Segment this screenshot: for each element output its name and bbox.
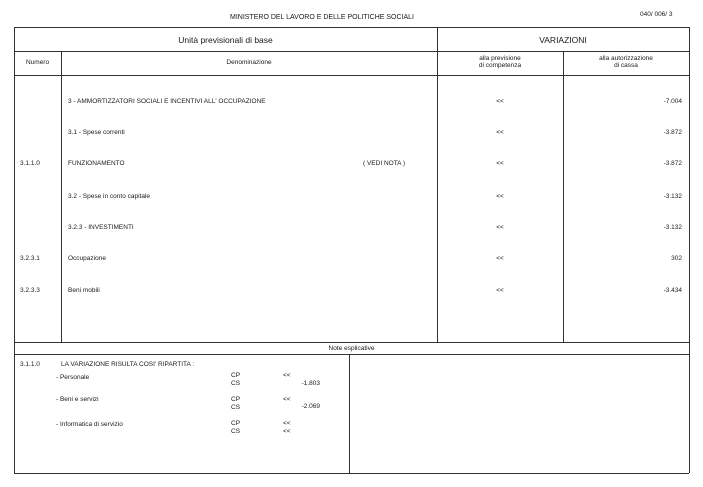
note-item-cp-value: << <box>283 372 291 379</box>
row-previsione: << <box>496 193 504 200</box>
note-item-cs-value: -2.069 <box>301 403 320 410</box>
header-divider <box>14 51 689 52</box>
notes-header-divider <box>14 354 689 355</box>
notes-heading: LA VARIAZIONE RISULTA COSI' RIPARTITA : <box>61 361 195 368</box>
note-item-label: - Personale <box>56 374 90 381</box>
autorizzazione-line-1: alla autorizzazione <box>599 55 653 62</box>
column-header-denominazione: Denominazione <box>226 59 272 66</box>
row-denominazione: Beni mobili <box>68 287 100 294</box>
row-cassa: -3.132 <box>663 193 682 200</box>
row-denominazione: FUNZIONAMENTO <box>68 160 125 167</box>
note-item-cs: CS <box>231 380 241 387</box>
column-header-previsione <box>437 55 563 69</box>
note-item-cp-value: << <box>283 396 291 403</box>
row-cassa: -7.004 <box>663 98 682 105</box>
ministry-title: MINISTERO DEL LAVORO E DELLE POLITICHE SOCIALI <box>230 14 414 21</box>
note-item-cs: CS <box>231 428 241 435</box>
row-previsione: << <box>496 129 504 136</box>
previsione-line-1: alla previsione <box>479 55 521 62</box>
notes-bottom-border <box>14 473 689 474</box>
row-denominazione: 3.1 - Spese correnti <box>68 129 125 136</box>
row-cassa: -3.434 <box>663 287 682 294</box>
numero-column-divider <box>61 51 62 342</box>
row-denominazione: 3.2 - Spese in conto capitale <box>68 193 151 200</box>
note-item-label: - Beni e servizi <box>56 396 99 403</box>
column-header-numero: Numero <box>25 59 50 66</box>
table-bottom-border <box>14 342 689 343</box>
note-item-label: - Informatica di servizio <box>56 421 123 428</box>
notes-column-divider <box>349 354 350 473</box>
section-unita-previsionali: Unità previsionali di base <box>178 35 273 45</box>
notes-title: Note esplicative <box>328 345 375 352</box>
note-item-cp: CP <box>231 372 241 379</box>
note-item-cp-value: << <box>283 420 291 427</box>
page-reference: 040/ 006/ 3 <box>640 11 673 18</box>
note-item-cs-value: -1.803 <box>301 380 320 387</box>
autorizzazione-line-2: di cassa <box>614 62 638 69</box>
note-item-cp: CP <box>231 420 241 427</box>
row-denominazione: Occupazione <box>68 255 106 262</box>
section-variazioni: VARIAZIONI <box>539 35 587 45</box>
row-numero: 3.2.3.3 <box>20 287 40 294</box>
row-note-reference: ( VEDI NOTA ) <box>363 160 406 167</box>
previsione-line-2: di competenza <box>478 62 522 69</box>
right-border <box>689 27 690 473</box>
row-cassa: 302 <box>671 255 682 262</box>
row-previsione: << <box>496 98 504 105</box>
row-previsione: << <box>496 287 504 294</box>
column-header-autorizzazione <box>563 55 689 69</box>
column-header-divider <box>14 75 689 76</box>
row-denominazione: 3 - AMMORTIZZATORI SOCIALI E INCENTIVI ALL' OCCUPAZIONE <box>68 98 266 105</box>
note-item-cp: CP <box>231 396 241 403</box>
left-border <box>14 27 15 473</box>
row-previsione: << <box>496 160 504 167</box>
row-numero: 3.1.1.0 <box>20 160 40 167</box>
note-item-cs-value: << <box>283 428 291 435</box>
notes-reference: 3.1.1.0 <box>20 361 40 368</box>
note-item-cs: CS <box>231 404 241 411</box>
row-cassa: -3.872 <box>663 129 682 136</box>
table-top-border <box>14 27 689 28</box>
row-previsione: << <box>496 224 504 231</box>
row-numero: 3.2.3.1 <box>20 255 40 262</box>
row-cassa: -3.872 <box>663 160 682 167</box>
row-previsione: << <box>496 255 504 262</box>
row-cassa: -3.132 <box>663 224 682 231</box>
variazioni-divider <box>437 27 438 342</box>
row-denominazione: 3.2.3 - INVESTIMENTI <box>68 224 134 231</box>
